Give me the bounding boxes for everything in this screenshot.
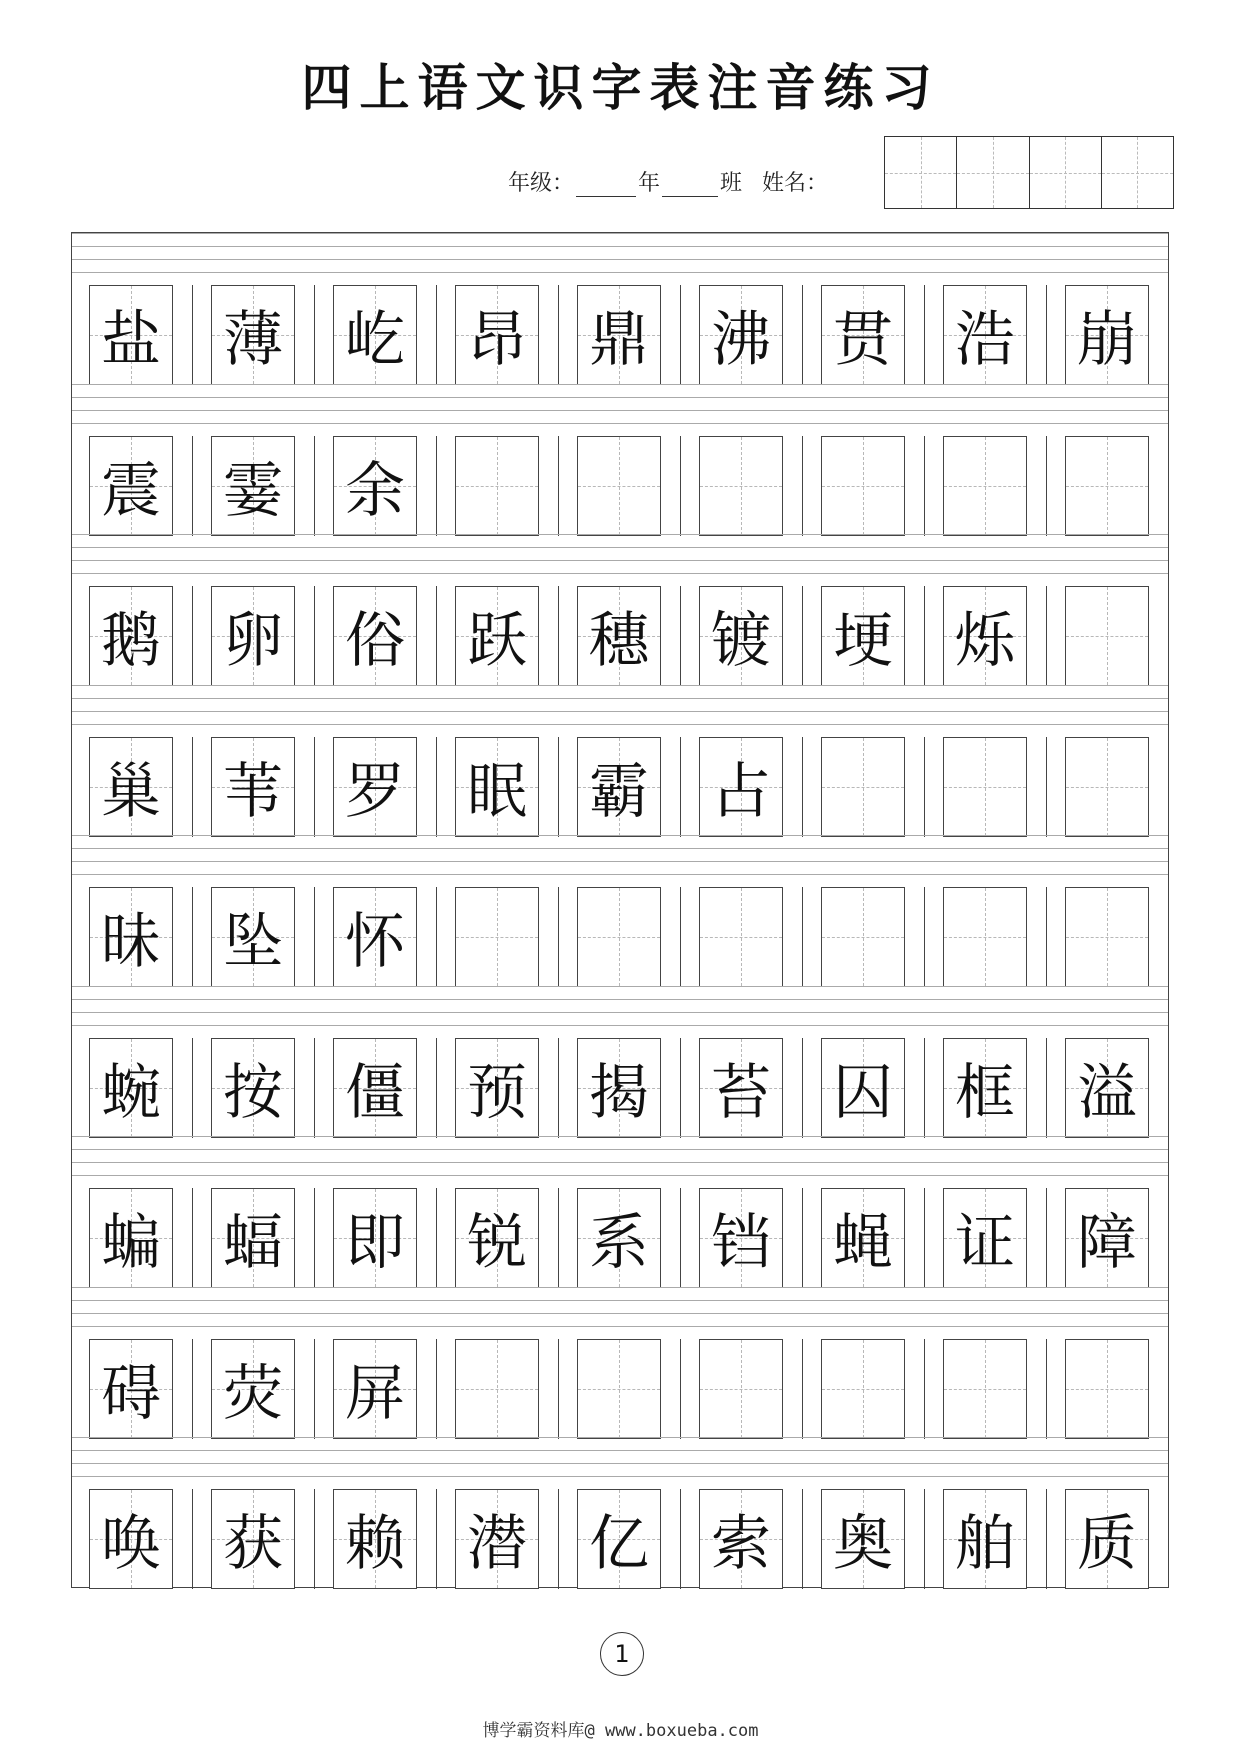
hanzi-character	[700, 1340, 782, 1438]
hanzi-character: 蜿	[101, 1057, 161, 1128]
tianzige-cell[interactable]	[821, 1339, 905, 1439]
character-row	[72, 737, 1168, 837]
tianzige-cell[interactable]	[455, 887, 539, 987]
hanzi-character: 唤	[101, 1509, 161, 1579]
tianzige-cell[interactable]	[577, 436, 661, 536]
tianzige-cell[interactable]	[211, 737, 295, 837]
hanzi-character	[578, 888, 660, 986]
pinyin-band[interactable]	[72, 1287, 1168, 1339]
tianzige-cell[interactable]	[455, 1038, 539, 1138]
hanzi-character: 系	[589, 1208, 649, 1278]
tianzige-cell[interactable]	[699, 1339, 783, 1439]
hanzi-character: 证	[955, 1208, 1015, 1278]
name-cell[interactable]	[885, 137, 957, 208]
tianzige-cell[interactable]	[943, 1038, 1027, 1138]
tianzige-cell[interactable]	[699, 586, 783, 686]
tianzige-cell[interactable]	[333, 285, 417, 385]
tianzige-cell[interactable]	[821, 1188, 905, 1288]
hanzi-character: 霸	[589, 756, 649, 827]
tianzige-cell[interactable]	[89, 1188, 173, 1288]
hanzi-character: 揭	[589, 1057, 649, 1128]
student-info	[508, 166, 828, 197]
hanzi-character: 即	[345, 1208, 405, 1278]
tianzige-cell[interactable]	[333, 1038, 417, 1138]
hanzi-character: 碍	[101, 1358, 161, 1429]
hanzi-character: 余	[345, 455, 405, 526]
hanzi-character: 占	[711, 756, 771, 827]
hanzi-character: 蝠	[223, 1208, 283, 1278]
hanzi-character: 锐	[467, 1208, 527, 1278]
tianzige-cell[interactable]	[1065, 737, 1149, 837]
tianzige-cell[interactable]	[211, 1489, 295, 1589]
tianzige-cell[interactable]	[1065, 285, 1149, 385]
tianzige-cell[interactable]	[1065, 1188, 1149, 1288]
hanzi-character	[822, 437, 904, 535]
hanzi-character: 震	[101, 455, 161, 526]
tianzige-cell[interactable]	[1065, 887, 1149, 987]
tianzige-cell[interactable]	[333, 887, 417, 987]
tianzige-cell[interactable]	[821, 285, 905, 385]
tianzige-cell[interactable]	[577, 1339, 661, 1439]
tianzige-cell[interactable]	[1065, 1339, 1149, 1439]
hanzi-character	[1066, 1340, 1148, 1438]
page-number: 1	[600, 1632, 644, 1676]
pinyin-band[interactable]	[72, 1437, 1168, 1489]
tianzige-cell[interactable]	[943, 1489, 1027, 1589]
hanzi-character: 怀	[345, 907, 405, 977]
hanzi-character: 贯	[833, 305, 893, 375]
tianzige-cell[interactable]	[1065, 586, 1149, 686]
hanzi-character	[456, 888, 538, 986]
hanzi-character	[944, 1340, 1026, 1438]
hanzi-character: 烁	[955, 606, 1015, 676]
hanzi-character: 跃	[467, 606, 527, 676]
tianzige-cell[interactable]	[699, 737, 783, 837]
tianzige-cell[interactable]	[699, 1489, 783, 1589]
hanzi-character: 鹅	[101, 606, 161, 676]
tianzige-cell[interactable]	[333, 1339, 417, 1439]
tianzige-cell[interactable]	[333, 586, 417, 686]
hanzi-character: 浩	[955, 305, 1015, 375]
hanzi-character: 穗	[589, 606, 649, 676]
hanzi-character: 亿	[589, 1509, 649, 1579]
tianzige-cell[interactable]	[455, 1489, 539, 1589]
hanzi-character: 获	[223, 1509, 283, 1579]
pinyin-band[interactable]	[72, 986, 1168, 1038]
tianzige-cell[interactable]	[1065, 1489, 1149, 1589]
hanzi-character: 鼎	[589, 305, 649, 375]
name-writing-grid[interactable]	[884, 136, 1174, 209]
tianzige-cell[interactable]	[211, 436, 295, 536]
hanzi-character: 僵	[345, 1057, 405, 1128]
footer-watermark: 博学霸资料库@ www.boxueba.com	[482, 1721, 759, 1741]
page-title: 四上语文识字表注音练习	[301, 59, 940, 117]
class-label: 班	[720, 171, 743, 196]
tianzige-cell[interactable]	[821, 737, 905, 837]
tianzige-cell[interactable]	[211, 887, 295, 987]
hanzi-character	[700, 437, 782, 535]
tianzige-cell[interactable]	[455, 1188, 539, 1288]
name-cell[interactable]	[1102, 137, 1173, 208]
tianzige-cell[interactable]	[699, 1038, 783, 1138]
year-label: 年	[638, 171, 661, 196]
tianzige-cell[interactable]	[89, 737, 173, 837]
hanzi-character: 昂	[467, 305, 527, 375]
tianzige-cell[interactable]	[821, 586, 905, 686]
hanzi-character: 苇	[223, 756, 283, 827]
hanzi-character	[822, 888, 904, 986]
character-row	[72, 436, 1168, 536]
tianzige-cell[interactable]	[943, 887, 1027, 987]
tianzige-cell[interactable]	[577, 285, 661, 385]
character-row	[72, 1188, 1168, 1288]
tianzige-cell[interactable]	[577, 1188, 661, 1288]
hanzi-character	[456, 1340, 538, 1438]
pinyin-band[interactable]	[72, 1136, 1168, 1188]
tianzige-cell[interactable]	[821, 887, 905, 987]
character-row	[72, 1489, 1168, 1589]
hanzi-character: 霎	[223, 455, 283, 526]
tianzige-cell[interactable]	[89, 887, 173, 987]
pinyin-band[interactable]	[72, 384, 1168, 436]
class-blank[interactable]	[662, 172, 718, 197]
tianzige-cell[interactable]	[943, 1339, 1027, 1439]
tianzige-cell[interactable]	[455, 1339, 539, 1439]
pinyin-band[interactable]	[72, 233, 1168, 285]
character-row	[72, 586, 1168, 686]
grade-blank[interactable]	[576, 172, 636, 197]
hanzi-character: 奥	[833, 1509, 893, 1579]
character-row	[72, 1339, 1168, 1439]
hanzi-character: 眠	[467, 756, 527, 827]
hanzi-character: 按	[223, 1057, 283, 1128]
hanzi-character: 铛	[711, 1208, 771, 1278]
hanzi-character: 崩	[1077, 305, 1137, 375]
hanzi-character	[944, 437, 1026, 535]
hanzi-character: 质	[1077, 1509, 1137, 1579]
tianzige-cell[interactable]	[89, 285, 173, 385]
tianzige-cell[interactable]	[577, 586, 661, 686]
hanzi-character: 潜	[467, 1509, 527, 1579]
hanzi-character: 卵	[223, 606, 283, 676]
tianzige-cell[interactable]	[1065, 436, 1149, 536]
hanzi-character: 薄	[223, 305, 283, 375]
hanzi-character: 沸	[711, 305, 771, 375]
tianzige-cell[interactable]	[821, 436, 905, 536]
hanzi-character: 舶	[955, 1509, 1015, 1579]
pinyin-band[interactable]	[72, 835, 1168, 887]
tianzige-cell[interactable]	[699, 1188, 783, 1288]
hanzi-character: 赖	[345, 1509, 405, 1579]
tianzige-cell[interactable]	[455, 586, 539, 686]
hanzi-character	[700, 888, 782, 986]
tianzige-cell[interactable]	[211, 1188, 295, 1288]
tianzige-cell[interactable]	[943, 586, 1027, 686]
hanzi-character: 溢	[1077, 1057, 1137, 1128]
tianzige-cell[interactable]	[211, 586, 295, 686]
tianzige-cell[interactable]	[821, 1489, 905, 1589]
name-label: 姓名：	[762, 171, 829, 196]
tianzige-cell[interactable]	[821, 1038, 905, 1138]
hanzi-character	[1066, 738, 1148, 836]
tianzige-cell[interactable]	[943, 737, 1027, 837]
tianzige-cell[interactable]	[455, 737, 539, 837]
tianzige-cell[interactable]	[943, 285, 1027, 385]
hanzi-character: 障	[1077, 1208, 1137, 1278]
tianzige-cell[interactable]	[333, 436, 417, 536]
hanzi-character: 昧	[101, 907, 161, 977]
hanzi-character: 镀	[711, 606, 771, 676]
tianzige-cell[interactable]	[211, 1038, 295, 1138]
hanzi-character	[578, 437, 660, 535]
tianzige-cell[interactable]	[577, 737, 661, 837]
character-row	[72, 887, 1168, 987]
hanzi-character: 苔	[711, 1057, 771, 1128]
hanzi-character	[822, 1340, 904, 1438]
hanzi-character	[944, 888, 1026, 986]
tianzige-cell[interactable]	[1065, 1038, 1149, 1138]
tianzige-cell[interactable]	[211, 285, 295, 385]
tianzige-cell[interactable]	[333, 1188, 417, 1288]
hanzi-character: 囚	[833, 1057, 893, 1128]
tianzige-cell[interactable]	[89, 586, 173, 686]
tianzige-cell[interactable]	[333, 1489, 417, 1589]
practice-sheet	[71, 232, 1169, 1588]
tianzige-cell[interactable]	[943, 1188, 1027, 1288]
hanzi-character: 坠	[223, 907, 283, 977]
hanzi-character	[578, 1340, 660, 1438]
tianzige-cell[interactable]	[89, 1489, 173, 1589]
hanzi-character: 荧	[223, 1358, 283, 1429]
tianzige-cell[interactable]	[699, 436, 783, 536]
hanzi-character	[456, 437, 538, 535]
tianzige-cell[interactable]	[577, 887, 661, 987]
tianzige-cell[interactable]	[699, 285, 783, 385]
hanzi-character: 屹	[345, 305, 405, 375]
hanzi-character	[1066, 437, 1148, 535]
character-row	[72, 1038, 1168, 1138]
pinyin-band[interactable]	[72, 685, 1168, 737]
name-cell[interactable]	[1030, 137, 1102, 208]
hanzi-character: 巢	[101, 756, 161, 827]
hanzi-character	[1066, 587, 1148, 685]
tianzige-cell[interactable]	[577, 1038, 661, 1138]
tianzige-cell[interactable]	[333, 737, 417, 837]
tianzige-cell[interactable]	[89, 1339, 173, 1439]
tianzige-cell[interactable]	[699, 887, 783, 987]
tianzige-cell[interactable]	[455, 285, 539, 385]
grade-label: 年级：	[508, 171, 575, 196]
hanzi-character: 俗	[345, 606, 405, 676]
hanzi-character: 索	[711, 1509, 771, 1579]
hanzi-character	[1066, 888, 1148, 986]
tianzige-cell[interactable]	[89, 1038, 173, 1138]
hanzi-character: 罗	[345, 756, 405, 827]
tianzige-cell[interactable]	[211, 1339, 295, 1439]
hanzi-character: 屏	[345, 1358, 405, 1429]
hanzi-character	[822, 738, 904, 836]
character-row	[72, 285, 1168, 385]
tianzige-cell[interactable]	[577, 1489, 661, 1589]
hanzi-character: 埂	[833, 606, 893, 676]
pinyin-band[interactable]	[72, 534, 1168, 586]
name-cell[interactable]	[957, 137, 1029, 208]
hanzi-character: 预	[467, 1057, 527, 1128]
hanzi-character: 框	[955, 1057, 1015, 1128]
tianzige-cell[interactable]	[943, 436, 1027, 536]
hanzi-character	[944, 738, 1026, 836]
tianzige-cell[interactable]	[455, 436, 539, 536]
tianzige-cell[interactable]	[89, 436, 173, 536]
hanzi-character: 蝙	[101, 1208, 161, 1278]
hanzi-character: 盐	[101, 305, 161, 375]
hanzi-character: 蝇	[833, 1208, 893, 1278]
